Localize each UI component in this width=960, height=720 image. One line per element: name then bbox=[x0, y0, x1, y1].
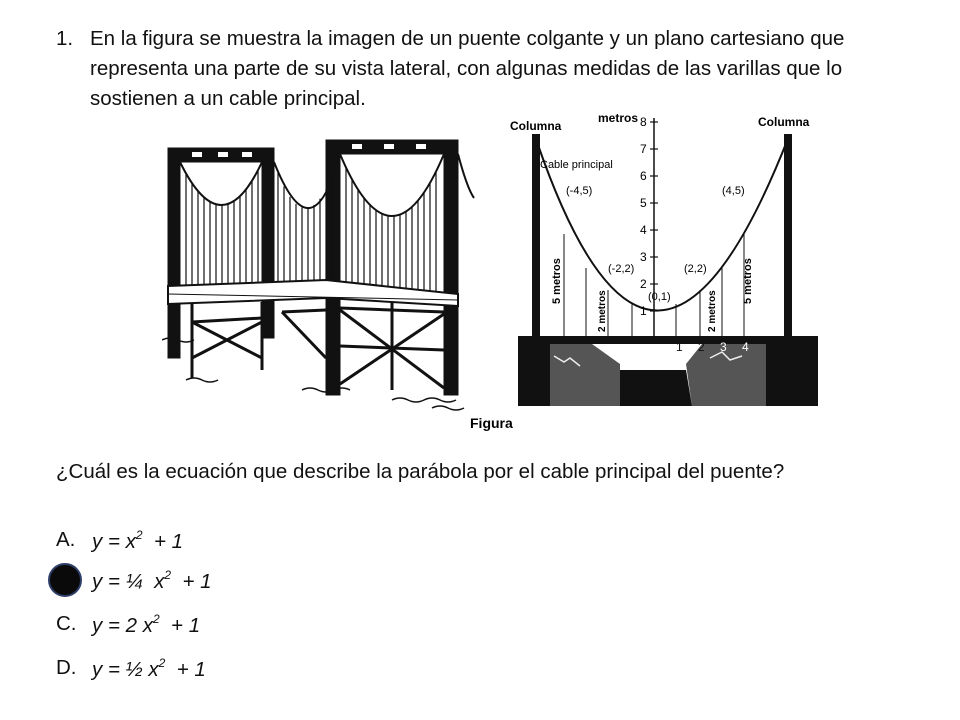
point-label-neg2-2: (-2,2) bbox=[608, 263, 635, 275]
y-tick-label: 3 bbox=[640, 250, 647, 264]
x-tick-label: 2 bbox=[698, 340, 705, 354]
point-label-2-2: (2,2) bbox=[684, 263, 707, 275]
rod-label-left-5m: 5 metros bbox=[551, 258, 563, 304]
y-tick-label: 1 bbox=[640, 304, 647, 318]
bridge-figure bbox=[162, 108, 846, 454]
option-letter: A. bbox=[56, 528, 76, 551]
question-statement: En la figura se muestra la imagen de un puente colgante y un plano cartesiano que representa una parte de su vista lateral, con algunas medidas de las varillas que lo sostienen a un cable principal. bbox=[90, 27, 845, 110]
y-tick-label: 4 bbox=[640, 223, 647, 237]
rod-label-right-2m: 2 metros bbox=[707, 290, 718, 332]
rod-label-right-5m: 5 metros bbox=[742, 258, 754, 304]
bridge-illustration bbox=[162, 140, 474, 410]
cable-label: Cable principal bbox=[540, 159, 613, 171]
y-tick-label: 5 bbox=[640, 196, 647, 210]
right-column-label: Columna bbox=[758, 115, 810, 129]
cartesian-side-view bbox=[510, 111, 818, 406]
y-tick-label: 6 bbox=[640, 169, 647, 183]
axis-label-metros: metros bbox=[598, 111, 639, 125]
rod-label-left-2m: 2 metros bbox=[597, 290, 608, 332]
option-equation: $y = x^2 + 1$ bbox=[92, 528, 184, 553]
option-letter: D. bbox=[56, 656, 77, 679]
x-tick-label: 1 bbox=[676, 340, 683, 354]
option-equation: y = ¼ $x^2 + 1$ bbox=[92, 568, 212, 593]
figure-caption: Figura bbox=[470, 415, 513, 431]
y-tick-label: 7 bbox=[640, 142, 647, 156]
x-tick-label: 4 bbox=[742, 340, 749, 354]
point-label-neg4-5: (-4,5) bbox=[566, 185, 593, 197]
option-letter: C. bbox=[56, 612, 77, 635]
option-equation: y = ½ $x^2 + 1$ bbox=[92, 656, 206, 681]
y-tick-label: 2 bbox=[640, 277, 647, 291]
option-equation: y = 2 $x^2 + 1$ bbox=[92, 612, 201, 637]
left-column-label: Columna bbox=[510, 119, 562, 133]
question-number: 1. bbox=[56, 27, 74, 50]
question-text-block bbox=[56, 24, 916, 114]
y-tick-label: 8 bbox=[640, 115, 647, 129]
point-label-4-5: (4,5) bbox=[722, 185, 745, 197]
x-tick-label: 3 bbox=[720, 340, 727, 354]
point-label-0-1: (0,1) bbox=[648, 291, 671, 303]
selected-answer-marker bbox=[48, 563, 82, 597]
question-prompt: ¿Cuál es la ecuación que describe la parábola por el cable principal del puente? bbox=[56, 460, 785, 483]
